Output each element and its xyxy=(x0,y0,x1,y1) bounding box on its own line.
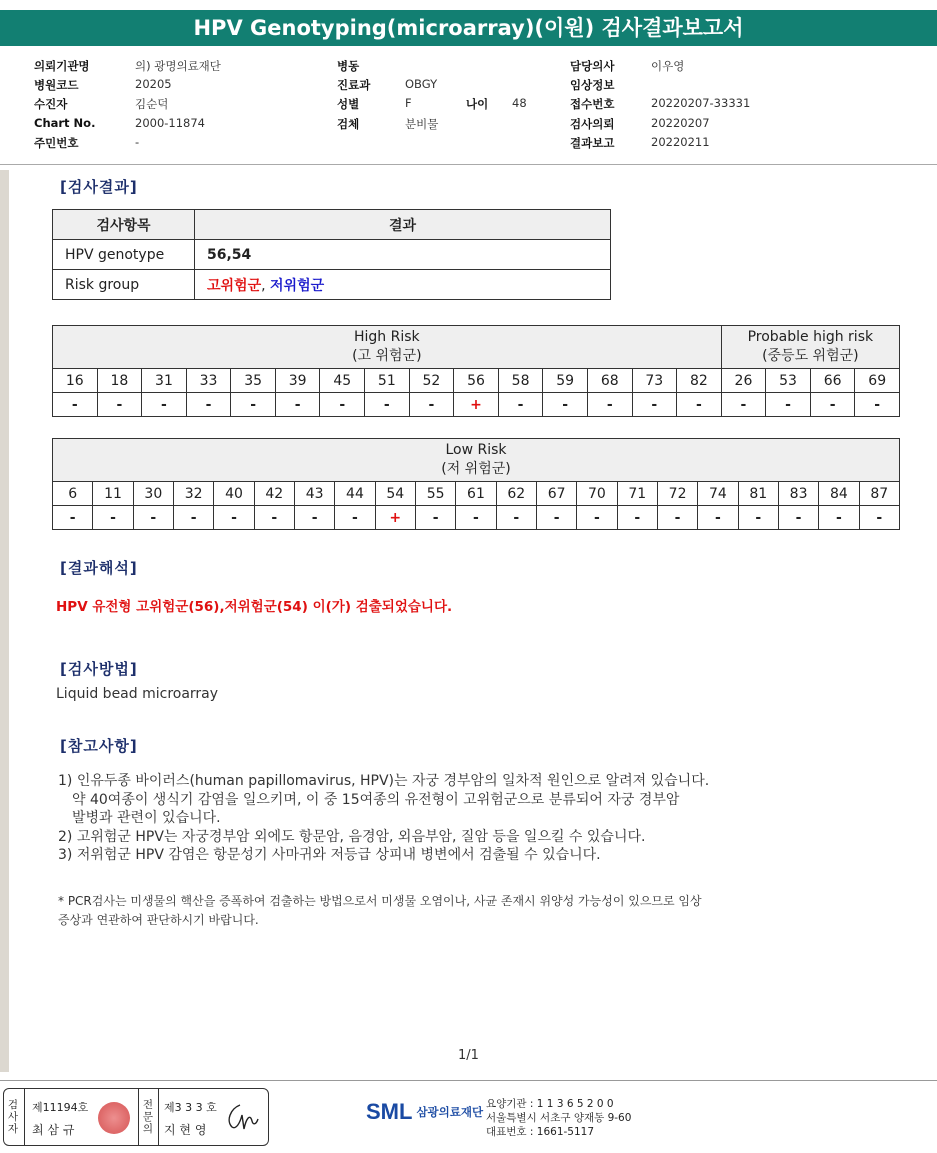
patient-info xyxy=(0,56,937,156)
hr-genotype-2: 31 xyxy=(142,369,187,393)
high-risk-table xyxy=(52,325,900,417)
lr-result-10: - xyxy=(456,506,496,530)
ex-label-char-2: 자 xyxy=(7,1123,19,1135)
genotype-value: 56,54 xyxy=(195,240,611,270)
hr-result-5: - xyxy=(275,393,320,417)
lr-genotype-0: 6 xyxy=(53,482,93,506)
lr-result-5: - xyxy=(254,506,294,530)
lr-result-12: - xyxy=(536,506,576,530)
left-margin-bar xyxy=(0,170,9,1072)
org-logo xyxy=(366,1099,483,1125)
handwritten-signature-icon xyxy=(222,1099,262,1133)
sig-divider xyxy=(158,1089,159,1145)
footnote-line-1: 증상과 연관하여 판단하시기 바랍니다. xyxy=(58,913,259,927)
lr-result-19: - xyxy=(819,506,859,530)
note-line-2: 발병과 관련이 있습니다. xyxy=(72,810,221,826)
lr-genotype-5: 42 xyxy=(254,482,294,506)
lr-genotype-2: 30 xyxy=(133,482,173,506)
section-result: [검사결과] xyxy=(60,178,138,196)
lr-result-11: - xyxy=(496,506,536,530)
lr-result-2: - xyxy=(133,506,173,530)
examiner-label xyxy=(6,1099,20,1135)
footnote-line-0: * PCR검사는 미생물의 핵산을 증폭하여 검출하는 방법으로서 미생물 오염이나, 사균 존재시 위양성 가능성이 있으므로 임상 xyxy=(58,894,702,908)
risk-high: 고위험군 xyxy=(207,277,262,294)
hr-result-14: - xyxy=(677,393,722,417)
info-label-0-4: 주민번호 xyxy=(34,136,79,150)
lr-genotype-9: 55 xyxy=(415,482,455,506)
hr-result-11: - xyxy=(543,393,588,417)
hr-result-1: - xyxy=(97,393,142,417)
lr-result-18: - xyxy=(778,506,818,530)
org-name: 삼광의료재단 xyxy=(416,1105,484,1119)
lr-result-15: - xyxy=(657,506,697,530)
sp-label-char-2: 의 xyxy=(142,1123,154,1135)
seal-stamp xyxy=(98,1102,130,1134)
report-title: HPV Genotyping(microarray)(이원) 검사결과보고서 xyxy=(0,10,937,46)
hr-genotype-12: 68 xyxy=(587,369,632,393)
hr-genotype-1: 18 xyxy=(97,369,142,393)
result-header-item: 검사항목 xyxy=(53,210,195,240)
info-label-2-2: 접수번호 xyxy=(570,97,615,111)
hr-genotype-11: 59 xyxy=(543,369,588,393)
info-label-0-3: Chart No. xyxy=(34,116,96,130)
lr-genotype-1: 11 xyxy=(93,482,133,506)
reference-notes xyxy=(58,772,709,865)
low-risk-title xyxy=(53,439,900,482)
hr-genotype-8: 52 xyxy=(409,369,454,393)
hr-genotype-4: 35 xyxy=(231,369,276,393)
org-info xyxy=(486,1097,631,1139)
hr-result-12: - xyxy=(587,393,632,417)
age-label: 나이 xyxy=(466,97,489,111)
lr-genotype-6: 43 xyxy=(294,482,334,506)
section-method: [검사방법] xyxy=(60,660,138,678)
info-value-1-1: OBGY xyxy=(405,77,438,91)
sp-label-char-1: 문 xyxy=(142,1111,154,1123)
specialist-label xyxy=(141,1099,155,1135)
hr-genotype-15: 26 xyxy=(721,369,766,393)
hr-result-2: - xyxy=(142,393,187,417)
info-label-2-4: 결과보고 xyxy=(570,136,615,150)
info-value-2-4: 20220211 xyxy=(651,135,710,149)
risk-separator: , xyxy=(261,277,271,294)
lr-genotype-18: 83 xyxy=(778,482,818,506)
lr-genotype-4: 40 xyxy=(214,482,254,506)
info-divider xyxy=(0,164,937,165)
lr-result-3: - xyxy=(173,506,213,530)
probable-risk-title-en: Probable high risk xyxy=(747,329,874,345)
genotype-label: HPV genotype xyxy=(53,240,195,270)
hr-result-4: - xyxy=(231,393,276,417)
info-value-2-0: 이우영 xyxy=(651,59,685,73)
section-interpretation: [결과해석] xyxy=(60,559,138,577)
lr-result-0: - xyxy=(53,506,93,530)
ex-label-char-1: 사 xyxy=(7,1111,19,1123)
lr-genotype-16: 74 xyxy=(698,482,738,506)
lr-result-13: - xyxy=(577,506,617,530)
sig-divider xyxy=(138,1089,139,1145)
lr-genotype-8: 54 xyxy=(375,482,415,506)
lr-genotype-13: 70 xyxy=(577,482,617,506)
pcr-footnote xyxy=(58,892,702,930)
info-label-0-1: 병원코드 xyxy=(34,78,79,92)
hr-result-6: - xyxy=(320,393,365,417)
note-line-1: 약 40여종이 생식기 감염을 일으키며, 이 중 15여종의 유전형이 고위험군으로 분류되어 자궁 경부암 xyxy=(72,791,680,808)
info-value-2-3: 20220207 xyxy=(651,116,710,130)
lr-result-1: - xyxy=(93,506,133,530)
org-address: 서울특별시 서초구 양재동 9-60 xyxy=(486,1112,632,1124)
info-value-0-0: 의) 광명의료재단 xyxy=(135,59,221,73)
sp-label-char-0: 전 xyxy=(142,1099,154,1111)
hr-genotype-7: 51 xyxy=(365,369,410,393)
info-label-2-3: 검사의뢰 xyxy=(570,117,615,131)
examiner-license: 제11194호 xyxy=(32,1101,89,1114)
info-value-1-3: 분비물 xyxy=(405,117,439,131)
low-risk-title-ko: (저 위험군) xyxy=(441,461,511,477)
risk-low: 저위험군 xyxy=(270,277,325,294)
hr-result-9: + xyxy=(454,393,499,417)
section-reference: [참고사항] xyxy=(60,737,138,755)
probable-risk-title-ko: (중등도 위험군) xyxy=(762,348,859,364)
info-label-0-0: 의뢰기관명 xyxy=(34,59,90,73)
lr-result-8: + xyxy=(375,506,415,530)
lr-result-6: - xyxy=(294,506,334,530)
low-risk-title-en: Low Risk xyxy=(445,442,507,458)
hr-result-16: - xyxy=(766,393,811,417)
lr-genotype-3: 32 xyxy=(173,482,213,506)
age-value: 48 xyxy=(512,96,527,110)
signature-box xyxy=(3,1088,269,1146)
lr-result-14: - xyxy=(617,506,657,530)
hr-result-13: - xyxy=(632,393,677,417)
lr-result-4: - xyxy=(214,506,254,530)
low-risk-table xyxy=(52,438,900,530)
info-value-0-1: 20205 xyxy=(135,77,172,91)
hr-result-8: - xyxy=(409,393,454,417)
info-value-1-2: F xyxy=(405,96,412,110)
lr-result-17: - xyxy=(738,506,778,530)
hr-genotype-9: 56 xyxy=(454,369,499,393)
probable-risk-title xyxy=(721,326,899,369)
hr-result-18: - xyxy=(855,393,900,417)
lr-genotype-12: 67 xyxy=(536,482,576,506)
high-risk-title xyxy=(53,326,722,369)
lr-genotype-17: 81 xyxy=(738,482,778,506)
hr-genotype-6: 45 xyxy=(320,369,365,393)
hr-genotype-0: 16 xyxy=(53,369,98,393)
info-label-1-3: 검체 xyxy=(337,117,360,131)
hr-genotype-10: 58 xyxy=(498,369,543,393)
high-risk-title-en: High Risk xyxy=(354,329,420,345)
lr-genotype-19: 84 xyxy=(819,482,859,506)
hr-result-17: - xyxy=(810,393,855,417)
lr-result-16: - xyxy=(698,506,738,530)
ex-label-char-0: 검 xyxy=(7,1099,19,1111)
hr-result-15: - xyxy=(721,393,766,417)
page-number: 1/1 xyxy=(458,1048,479,1063)
specialist-license: 제3 3 3 호 xyxy=(164,1101,217,1114)
note-line-4: 3) 저위험군 HPV 감염은 항문성기 사마귀와 저등급 상피내 병변에서 검출될 수 있습니다. xyxy=(58,847,601,863)
lr-result-9: - xyxy=(415,506,455,530)
info-label-1-0: 병동 xyxy=(337,59,360,73)
risk-group-label: Risk group xyxy=(53,270,195,300)
org-code: 요양기관 : 1 1 3 6 5 2 0 0 xyxy=(486,1098,614,1110)
info-label-2-1: 임상정보 xyxy=(570,78,615,92)
org-phone: 대표번호 : 1661-5117 xyxy=(486,1126,595,1138)
info-label-1-2: 성별 xyxy=(337,97,360,111)
sig-divider xyxy=(24,1089,25,1145)
high-risk-title-ko: (고 위험군) xyxy=(352,348,422,364)
info-value-0-3: 2000-11874 xyxy=(135,116,205,130)
lr-genotype-10: 61 xyxy=(456,482,496,506)
sml-logo-icon: SML xyxy=(366,1099,413,1124)
lr-genotype-20: 87 xyxy=(859,482,899,506)
info-label-0-2: 수진자 xyxy=(34,97,68,111)
lr-genotype-11: 62 xyxy=(496,482,536,506)
lr-genotype-15: 72 xyxy=(657,482,697,506)
result-table xyxy=(52,209,611,300)
hr-result-3: - xyxy=(186,393,231,417)
info-label-2-0: 담당의사 xyxy=(570,59,615,73)
hr-genotype-17: 66 xyxy=(810,369,855,393)
risk-group-value xyxy=(195,270,611,300)
lr-genotype-14: 71 xyxy=(617,482,657,506)
hr-genotype-14: 82 xyxy=(677,369,722,393)
info-value-0-4: - xyxy=(135,135,140,149)
hr-genotype-13: 73 xyxy=(632,369,677,393)
hr-result-10: - xyxy=(498,393,543,417)
info-value-0-2: 김순덕 xyxy=(135,97,169,111)
info-label-1-1: 진료과 xyxy=(337,78,371,92)
lr-genotype-7: 44 xyxy=(335,482,375,506)
hr-genotype-18: 69 xyxy=(855,369,900,393)
interpretation-text: HPV 유전형 고위험군(56),저위험군(54) 이(가) 검출되었습니다. xyxy=(56,599,453,615)
note-line-0: 1) 인유두종 바이러스(human papillomavirus, HPV)는 자궁 경부암의 일차적 원인으로 알려져 있습니다. xyxy=(58,773,710,789)
examiner-name: 최 삼 규 xyxy=(32,1123,75,1137)
lr-result-20: - xyxy=(859,506,899,530)
method-text: Liquid bead microarray xyxy=(56,686,219,702)
hr-result-0: - xyxy=(53,393,98,417)
report-footer xyxy=(0,1080,937,1153)
result-header-result: 결과 xyxy=(195,210,611,240)
hr-genotype-16: 53 xyxy=(766,369,811,393)
specialist-name: 지 현 영 xyxy=(164,1123,207,1137)
info-value-2-2: 20220207-33331 xyxy=(651,96,751,110)
hr-result-7: - xyxy=(365,393,410,417)
lr-result-7: - xyxy=(335,506,375,530)
note-line-3: 2) 고위험군 HPV는 자궁경부암 외에도 항문암, 음경암, 외음부암, 질암 등을 일으킬 수 있습니다. xyxy=(58,828,646,845)
hr-genotype-5: 39 xyxy=(275,369,320,393)
hr-genotype-3: 33 xyxy=(186,369,231,393)
